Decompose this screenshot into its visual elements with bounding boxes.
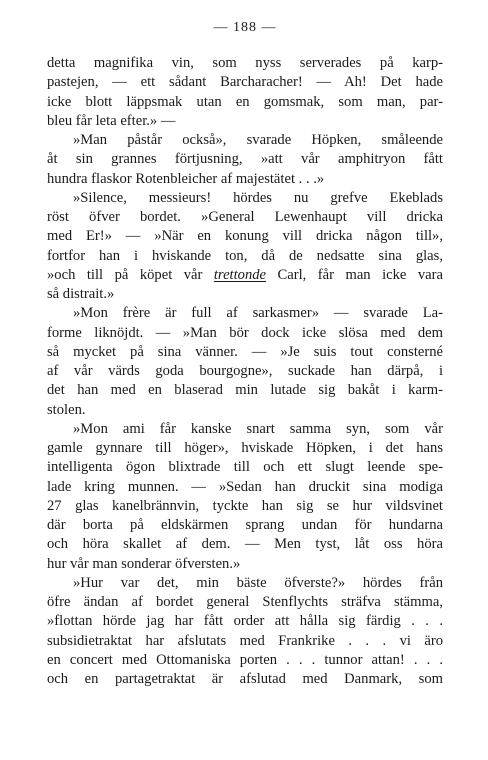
text-line: gamle gynnare till höger», hviskade Höpken, i det hans [47, 440, 443, 456]
page-number: — 188 — [213, 20, 277, 35]
body-text [47, 54, 443, 689]
text-line: forme liknöjdt. — »Man bör dock icke slösa med dem [47, 324, 443, 341]
text-line: åt sin grannes förtjusning, »att vår amphitryon fått [47, 151, 443, 168]
text-line: så distrait.» [47, 286, 115, 302]
text-line: bleu får leta efter.» — [47, 112, 176, 129]
text-line: icke blott läppsmak utan en gomsmak, som man, par- [47, 93, 443, 110]
text-line: subsidietraktat har afslutats med Frankrike . . . vi äro [47, 632, 443, 649]
text-line: 27 glas kanelbrännvin, tyckte han sig se hur vildsvinet [47, 497, 443, 514]
text-line: »Mon frère är full af sarkasmer» — svarade La- [73, 305, 443, 322]
emphasized-word: trettonde [213, 266, 267, 283]
text-line: och en partagetraktat är afslutad med Danmark, som [47, 671, 443, 687]
text-line: det han med en blaserad min lutade sig bakåt i karm- [47, 382, 443, 399]
book-page [47, 0, 443, 760]
text-line: med Er!» — »När en konung vill dricka någon till», [47, 228, 443, 245]
text-line: »flottan hörde jag har fått order att hålla sig färdig . . . [47, 613, 443, 630]
text-line: stolen. [47, 401, 86, 418]
text-line: där borta på eldskärmen sprang undan för hundarna [47, 517, 443, 533]
text-line: »Man påstår också», svarade Höpken, småleende [73, 132, 443, 148]
text-line: intelligenta ögon blixtrade till och ett slugt leende spe- [47, 459, 443, 476]
text-line: »Silence, messieurs! hördes nu grefve Ekeblads [73, 189, 443, 206]
text-line: »Mon ami får kanske snart samma syn, som vår [73, 420, 443, 437]
text-line: en concert med Ottomaniska porten . . . tunnor attan! . . . [47, 651, 443, 668]
text-line: fortfor han i hviskande ton, då de nedsatte sina glas, [47, 247, 443, 264]
text-line: röst öfver bordet. »General Lewenhaupt vill dricka [47, 209, 443, 225]
text-line: öfre ändan af bordet general Stenflychts sträfva stämma, [47, 594, 443, 610]
text-segment: Carl, får man icke vara [266, 266, 443, 283]
text-line: och höra skallet af dem. — Men tyst, låt oss höra [47, 536, 443, 553]
text-line [47, 266, 443, 285]
text-line: detta magnifika vin, som nyss serverades på karp- [47, 55, 443, 71]
text-line: så mycket på sina vänner. — »Je suis tout consterné [47, 343, 443, 360]
text-line: pastejen, — ett sådant Barcharacher! — Ah! Det hade [47, 74, 443, 91]
text-line: af vår värds goda bourgogne», suckade han därpå, i [47, 363, 443, 379]
text-segment: »och till på köpet vår [47, 266, 214, 283]
text-line: hur vår man sonderar öfversten.» [47, 555, 241, 572]
text-line: »Hur var det, min bäste öfverste?» hördes från [73, 574, 443, 591]
text-line: hundra flaskor Rotenbleicher af majestätet . . .» [47, 170, 325, 187]
text-line: lade kring munnen. — »Sedan han druckit sina modiga [47, 478, 443, 495]
